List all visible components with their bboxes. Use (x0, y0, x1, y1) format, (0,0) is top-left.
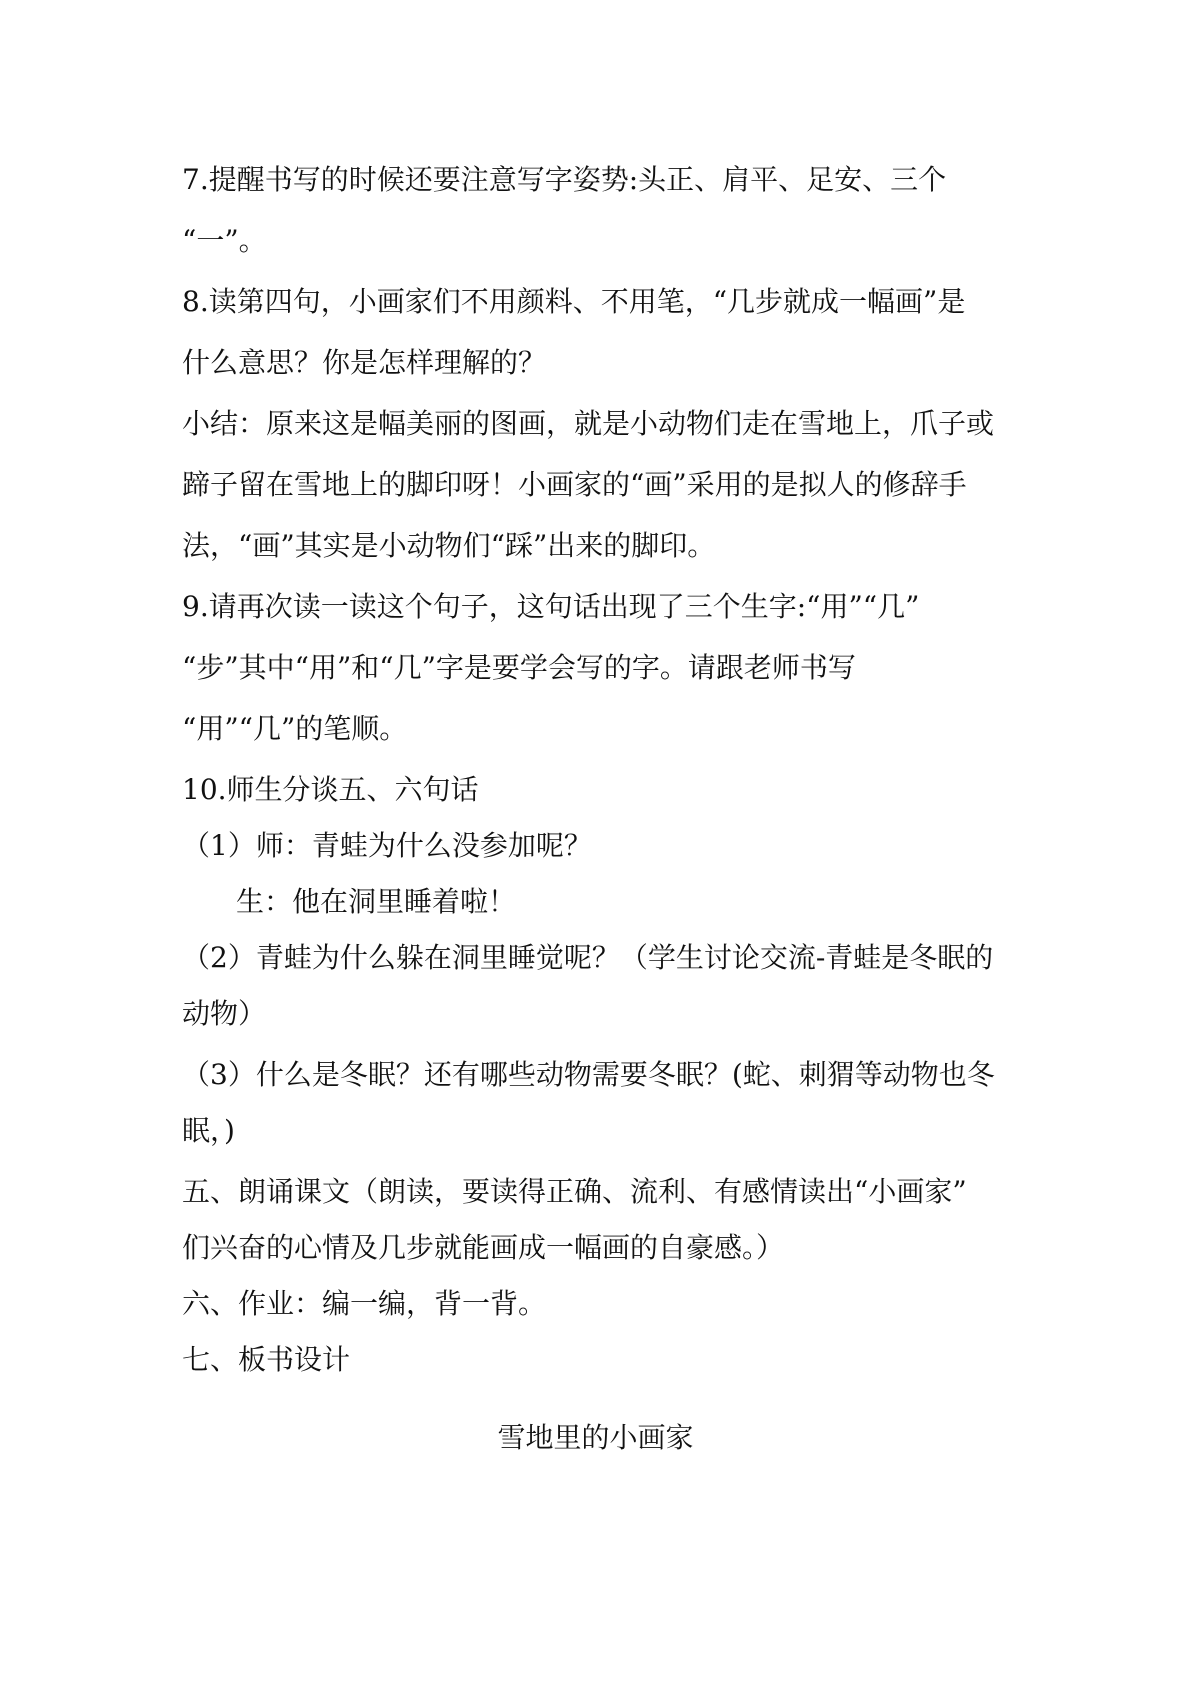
summary-line-3: 法，“画”其实是小动物们“踩”出来的脚印。 (182, 529, 716, 562)
question-2-line-1: （2）青蛙为什么躲在洞里睡觉呢？（学生讨论交流-青蛙是冬眠的 (182, 941, 994, 974)
question-1-teacher: （1）师：青蛙为什么没参加呢？ (182, 829, 592, 862)
question-2-line-2: 动物） (182, 997, 267, 1030)
paragraph-8-line-2: 什么意思？你是怎样理解的？ (182, 346, 547, 379)
paragraph-7-line-1: 7.提醒书写的时候还要注意写字姿势:头正、肩平、足安、三个 (182, 163, 947, 196)
document-body (182, 160, 1022, 1380)
question-1-student: 生：他在洞里睡着啦！ (236, 885, 517, 918)
paragraph-9-line-2: “步”其中“用”和“几”字是要学会写的字。请跟老师书写 (182, 651, 856, 684)
paragraph-9-line-1: 9.请再次读一读这个句子，这句话出现了三个生字:“用”“几” (182, 590, 920, 623)
question-3-line-2: 眠，) (182, 1114, 235, 1147)
section-5-line-2: 们兴奋的心情及几步就能画成一幅画的自豪感。） (182, 1231, 785, 1264)
board-title: 雪地里的小画家 (497, 1421, 694, 1454)
summary-line-1: 小结：原来这是幅美丽的图画，就是小动物们走在雪地上，爪子或 (182, 407, 995, 440)
paragraph-7-line-2: “一”。 (182, 224, 267, 257)
paragraph-10-heading: 10.师生分谈五、六句话 (182, 773, 479, 806)
section-5-line-1: 五、朗诵课文（朗读，要读得正确、流利、有感情读出“小画家” (182, 1175, 967, 1208)
question-3-line-1: （3）什么是冬眠？还有哪些动物需要冬眠？(蛇、刺猬等动物也冬 (182, 1058, 995, 1091)
summary-line-2: 蹄子留在雪地上的脚印呀！小画家的“画”采用的是拟人的修辞手 (182, 468, 967, 501)
paragraph-9-line-3: “用”“几”的笔顺。 (182, 712, 408, 745)
paragraph-8-line-1: 8.读第四句，小画家们不用颜料、不用笔，“几步就成一幅画”是 (182, 285, 966, 318)
section-6-homework: 六、作业：编一编，背一背。 (182, 1287, 547, 1320)
section-7-board-design: 七、板书设计 (182, 1343, 351, 1376)
